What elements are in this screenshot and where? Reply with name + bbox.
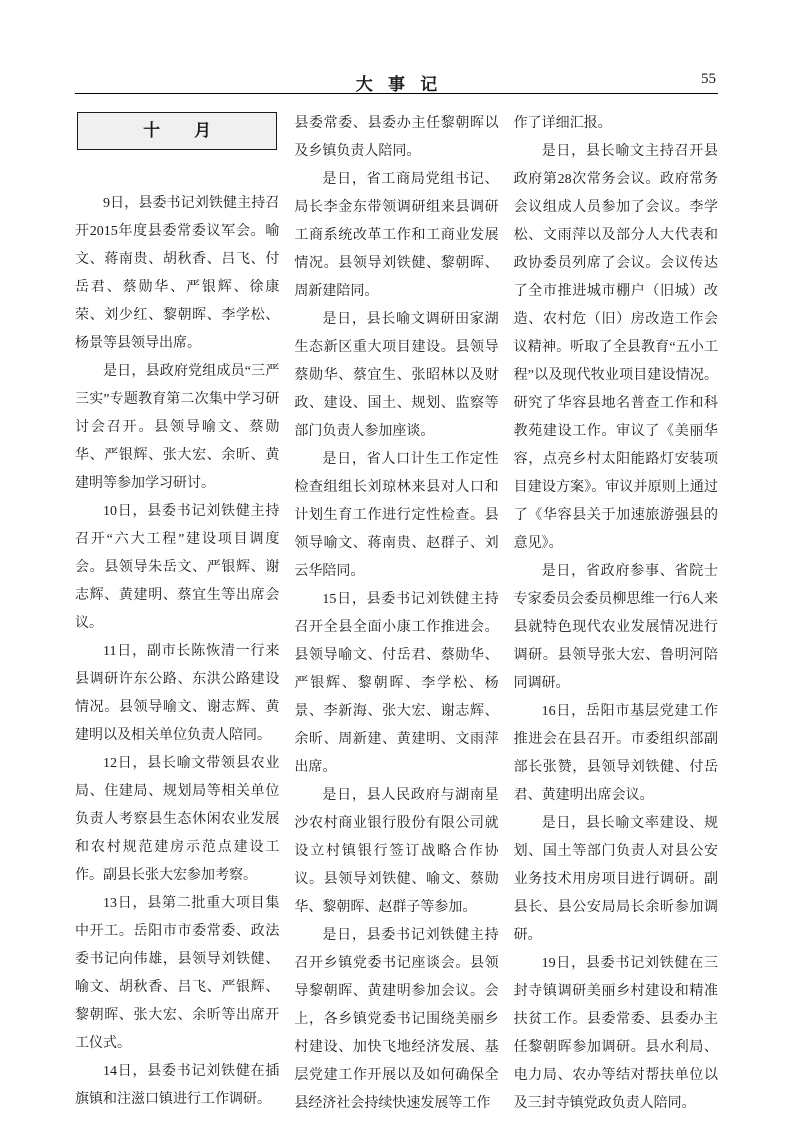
section-heading-label: 十 月 <box>143 121 212 140</box>
paragraph: 是日，县长喻文调研田家湖生态新区重大项目建设。县领导蔡勋华、蔡宜生、张昭林以及财政、建设、国土、规划、监察等部门负责人参加座谈。 <box>294 312 499 439</box>
paragraph: 12日，县长喻文带领县农业局、住建局、规划局等相关单位负责人考察县生态休闲农业发展和农村规范建房示范点建设工作。副县长张大宏参加考察。 <box>75 756 280 883</box>
header-rule <box>75 93 718 94</box>
running-header-title: 大事记 <box>355 75 453 94</box>
page-number: 55 <box>701 71 716 87</box>
column-1 <box>75 110 280 1107</box>
paragraph: 16日，岳阳市基层党建工作推进会在县召开。市委组织部副部长张赞，县领导刘铁健、付岳君、黄建明出席会议。 <box>513 704 718 803</box>
paragraph: 是日，县长喻文率建设、规划、国土等部门负责人对县公安业务技术用房项目进行调研。副县长、县公安局局长余昕参加调研。 <box>513 816 718 943</box>
paragraph-continuation: 作了详细汇报。 <box>513 116 612 131</box>
paragraph: 是日，县委书记刘铁健主持召开乡镇党委书记座谈会。县领导黎朝晖、黄建明参加会议。会上，各乡镇党委书记围绕美丽乡村建设、加快飞地经济发展、基层党建工作开展以及如何确保全县经济社会持续快速发展等工作 <box>294 928 499 1111</box>
page-body <box>75 110 718 1111</box>
paragraph: 是日，县人民政府与湖南星沙农村商业银行股份有限公司就设立村镇银行签订战略合作协议。县领导刘铁健、喻文、蔡勋华、黎朝晖、赵群子等参加。 <box>294 788 499 915</box>
paragraph: 9日，县委书记刘铁健主持召开2015年度县委常委议军会。喻文、蒋南贵、胡秋香、吕飞、付岳君、蔡勋华、严银辉、徐康荣、刘少红、黎朝晖、李学松、杨景等县领导出席。 <box>75 196 280 351</box>
paragraph: 是日，县政府党组成员“三严三实”专题教育第二次集中学习研讨会召开。县领导喻文、蔡勋华、严银辉、张大宏、余昕、黄建明等参加学习研讨。 <box>75 364 280 491</box>
paragraph-continuation: 县委常委、县委办主任黎朝晖以及乡镇负责人陪同。 <box>294 116 499 159</box>
paragraph: 是日，省人口计生工作定性检查组组长刘琼林来县对人口和计划生育工作进行定性检查。县领导喻文、蒋南贵、赵群子、刘云华陪同。 <box>294 452 499 579</box>
paragraph: 是日，县长喻文主持召开县政府第28次常务会议。政府常务会议组成人员参加了会议。李学松、文雨萍以及部分人大代表和政协委员列席了会议。会议传达了全市推进城市棚户（旧城）改造、农村危（旧）房改造工作会议精神。听取了全县教育“五小工程”以及现代牧业项目建设情况。研究了华容县地名普查工作和科教苑建设工作。审议了《美丽华容，点亮乡村太阳能路灯安装项目建设方案》。审议并原则上通过了《华容县关于加速旅游强县的意见》。 <box>513 144 718 551</box>
paragraph: 10日，县委书记刘铁健主持召开“六大工程”建设项目调度会。县领导朱岳文、严银辉、谢志辉、黄建明、蔡宜生等出席会议。 <box>75 504 280 631</box>
paragraph: 是日，省工商局党组书记、局长李金东带领调研组来县调研工商系统改革工作和工商业发展情况。县领导刘铁健、黎朝晖、周新建陪同。 <box>294 172 499 299</box>
paragraph: 14日，县委书记刘铁健在插旗镇和注滋口镇进行工作调研。 <box>75 1064 280 1107</box>
column-2 <box>294 110 499 1111</box>
paragraph: 11日，副市长陈恢清一行来县调研许东公路、东洪公路建设情况。县领导喻文、谢志辉、黄建明以及相关单位负责人陪同。 <box>75 644 280 743</box>
paragraph: 是日，省政府参事、省院士专家委员会委员柳思维一行6人来县就特色现代农业发展情况进行调研。县领导张大宏、鲁明河陪同调研。 <box>513 564 718 691</box>
column-3 <box>513 110 718 1111</box>
paragraph: 15日，县委书记刘铁健主持召开全县全面小康工作推进会。县领导喻文、付岳君、蔡勋华、严银辉、黎朝晖、李学松、杨景、李新海、张大宏、谢志辉、余昕、周新建、黄建明、文雨萍出席。 <box>294 592 499 775</box>
paragraph: 13日，县第二批重大项目集中开工。岳阳市市委常委、政法委书记向伟雄，县领导刘铁健、喻文、胡秋香、吕飞、严银辉、黎朝晖、张大宏、余昕等出席开工仪式。 <box>75 896 280 1051</box>
running-header <box>75 70 718 92</box>
section-heading-october <box>77 112 277 150</box>
paragraph: 19日，县委书记刘铁健在三封寺镇调研美丽乡村建设和精准扶贫工作。县委常委、县委办主任黎朝晖参加调研。县水利局、电力局、农办等结对帮扶单位以及三封寺镇党政负责人陪同。 <box>513 956 718 1111</box>
